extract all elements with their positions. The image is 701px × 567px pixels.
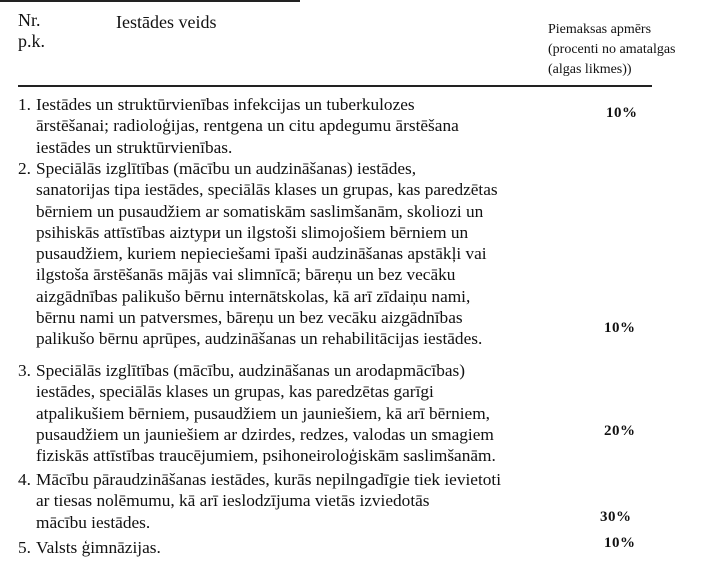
item-percent: 20% [604,423,636,439]
top-rule [0,0,300,2]
list-item [18,469,501,533]
item-number: 2. [18,159,31,178]
item-percent: 10% [604,320,636,336]
item-text-line: Iestādes un struktūrvienības infekcijas un tuberkulozes [36,95,415,114]
item-text-line: ārstēšanai; radioloģijas, rentgena un citu apdegumu ārstēšana [36,116,459,136]
item-text-line: Valsts ģimnāzijas. [36,538,161,557]
header-percent-line3: (algas likmes)) [548,62,632,77]
list-item [18,360,496,466]
header-nr-line2: p.k. [18,31,45,51]
item-text-line: sanatorijas tipa iestādes, speciālās klases un grupas, kas paredzētas [36,180,498,200]
item-text-line: iestādes un struktūrvienības. [36,137,233,157]
item-text-line: ilgstoša ārstēšanās mājās vai slimnīcā; bāreņu un bez vecāku [36,265,456,285]
item-percent: 10% [606,105,638,121]
item-number: 5. [18,538,31,557]
list-item [18,537,161,558]
header-nr-line1: Nr. [18,10,41,30]
header-percent-line1: Piemaksas apmērs [548,22,652,37]
item-text-line: atpalikušiem bērniem, pusaudžiem un jauniešiem, kā arī bērniem, [36,403,490,423]
header-percent-line2: (procenti no amatalgas [548,42,676,57]
item-text-line: Speciālās izglītības (mācību, audzināšanas un arodapmācības) [36,361,465,380]
item-text-line: aizgādnības palikušo bērnu internātskolas, kā arī zīdaiņu nami, [36,286,471,306]
item-text-line: bērnu nami un patversmes, bāreņu un bez vecāku aizgādnības [36,308,463,328]
item-text-line: bērniem un pusaudžiem ar somatiskām saslimšanām, skoliozi un [36,201,484,221]
item-number: 4. [18,470,31,489]
list-item [18,158,498,350]
item-text-line: fiziskās attīstības traucējumiem, psihoneiroloģiskām saslimšanām. [36,446,496,466]
item-text-line: mācību iestādes. [36,512,151,532]
item-percent: 30% [600,509,632,525]
item-text-line: pusaudžiem, kuriem nepieciešami īpaši audzināšanas apstākļi vai [36,244,487,264]
item-text-line: pusaudžiem un jauniešiem ar dzirdes, redzes, valodas un smagiem [36,424,494,444]
list-item [18,94,459,158]
item-text-line: ar tiesas nolēmumu, kā arī ieslodzījuma vietās izviedotās [36,491,430,511]
item-text-line: Speciālās izglītības (mācību un audzināšanas) iestādes, [36,159,417,178]
header-percent [548,20,676,80]
header-type: Iestādes veids [116,12,217,32]
header-rule [18,85,652,87]
item-percent: 10% [604,535,636,551]
item-number: 1. [18,95,31,114]
item-text-line: palikušo bērnu aprūpes, audzināšanas un rehabilitācijas iestādes. [36,329,483,349]
item-number: 3. [18,361,31,380]
item-text-line: iestādes, speciālās klases un grupas, kas paredzētas garīgi [36,382,434,402]
header-nr [18,10,45,52]
item-text-line: Mācību pāraudzināšanas iestādes, kurās nepilngadīgie tiek ievietoti [36,470,501,489]
item-text-line: psihiskās attīstības aiztури un ilgstoši slimojošiem bērniem un [36,222,469,242]
